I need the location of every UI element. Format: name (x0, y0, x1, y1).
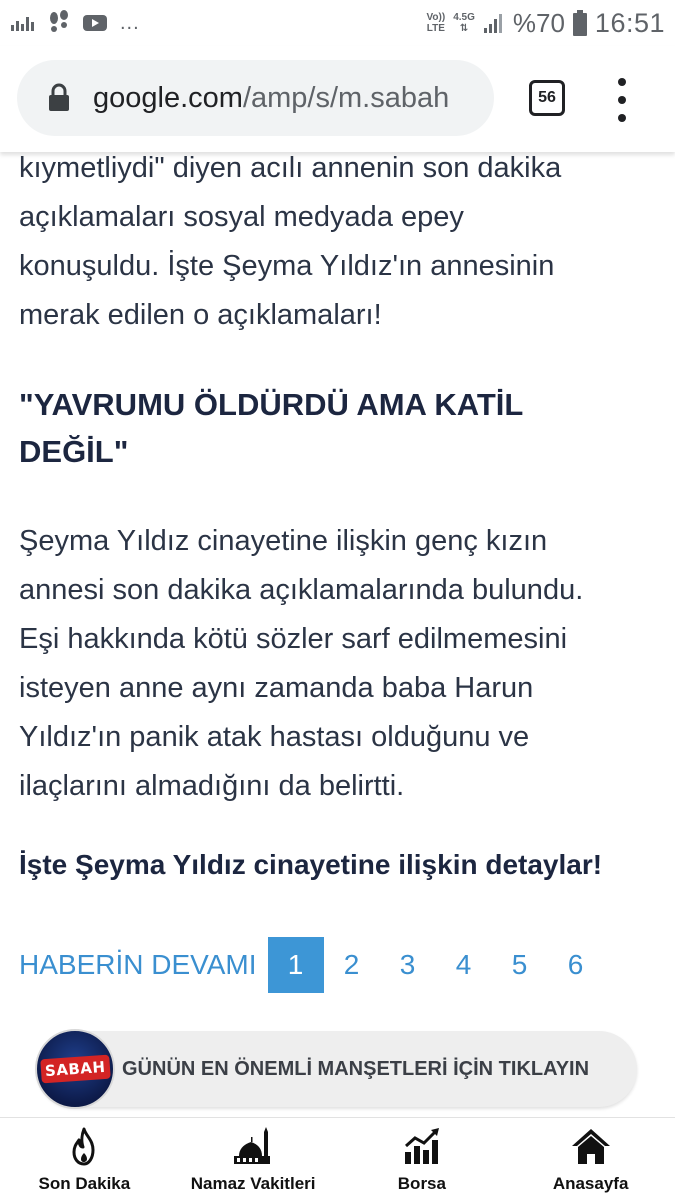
banner-text: GÜNÜN EN ÖNEMLİ MANŞETLERİ İÇİN TIKLAYIN (122, 1057, 590, 1080)
article-subheading (19, 381, 659, 475)
page-link-6[interactable]: 6 (567, 949, 584, 980)
home-icon (569, 1126, 613, 1168)
tab-switcher-button[interactable]: 56 (529, 80, 565, 116)
status-bar-right (426, 8, 665, 39)
article-details-callout: İşte Şeyma Yıldız cinayetine ilişkin detaylar! (19, 849, 603, 880)
page-link-4[interactable]: 4 (455, 949, 472, 980)
article-pagination (19, 937, 604, 993)
chart-icon (400, 1126, 444, 1168)
battery-percentage: %70 (512, 7, 565, 38)
lock-icon (47, 83, 71, 113)
sabah-logo (35, 1029, 115, 1109)
network-type-indicator (453, 12, 475, 34)
text-line: merak edilen o açıklamaları! (19, 299, 382, 331)
page-link-1-current[interactable]: 1 (268, 937, 324, 993)
page-link-2[interactable]: 2 (343, 949, 360, 980)
text-line: annesi son dakika açıklamalarında bulundu. (19, 574, 584, 606)
more-notifications-icon: ... (120, 11, 140, 34)
heading-line: DEĞİL" (19, 434, 129, 469)
text-line: kıymetliydi" diyen acılı annenin son dakika (19, 152, 562, 184)
article-content (19, 140, 659, 885)
nav-label: Son Dakika (38, 1174, 131, 1193)
page-link-3[interactable]: 3 (399, 949, 416, 980)
volte-text: Vo)) (426, 12, 446, 23)
pagination-label[interactable]: HABERİN DEVAMI (19, 949, 257, 980)
status-bar-left (10, 10, 140, 36)
bottom-navigation (0, 1117, 675, 1200)
volte-indicator (426, 12, 445, 34)
status-bar (0, 0, 675, 46)
page-link-5[interactable]: 5 (511, 949, 528, 980)
equalizer-icon (10, 13, 36, 33)
footsteps-icon (48, 10, 70, 36)
sabah-logo-text: SABAH (40, 1055, 110, 1084)
article-intro-paragraph (19, 144, 659, 340)
heading-line: "YAVRUMU ÖLDÜRDÜ AMA KATİL (19, 387, 524, 422)
signal-icon (483, 12, 505, 34)
nav-borsa[interactable] (338, 1118, 507, 1200)
article-body-paragraph (19, 517, 659, 811)
headlines-banner[interactable] (37, 1031, 637, 1107)
youtube-icon (82, 13, 108, 33)
nav-anasayfa[interactable] (506, 1118, 675, 1200)
text-line: Şeyma Yıldız cinayetine ilişkin genç kızın (19, 525, 548, 557)
data-arrows-icon: ⇅ (459, 23, 469, 34)
url-host: google.com (93, 81, 243, 114)
fire-icon (62, 1126, 106, 1168)
nav-label: Anasayfa (552, 1174, 629, 1193)
text-line: konuşuldu. İşte Şeyma Yıldız'ın annesinin (19, 250, 555, 282)
overflow-menu-icon[interactable] (612, 78, 632, 122)
mosque-icon (231, 1126, 275, 1168)
text-line: ilaçlarını almadığını da belirtti. (19, 770, 405, 802)
nav-namaz-vakitleri[interactable] (169, 1118, 338, 1200)
url-text[interactable] (93, 82, 449, 115)
lte-text: LTE (426, 23, 445, 34)
browser-toolbar (0, 46, 675, 152)
url-path: /amp/s/m.sabah (242, 81, 450, 114)
text-line: açıklamaları sosyal medyada epey (19, 201, 464, 233)
battery-icon (573, 10, 587, 36)
text-line: Yıldız'ın panik atak hastası olduğunu ve (19, 721, 530, 753)
nav-son-dakika[interactable] (0, 1118, 169, 1200)
clock: 16:51 (594, 7, 665, 38)
nav-label: Namaz Vakitleri (190, 1174, 316, 1193)
network-type-text: 4.5G (453, 12, 475, 23)
address-bar[interactable] (17, 60, 494, 136)
text-line: Eşi hakkında kötü sözler sarf edilmemesini (19, 623, 568, 655)
text-line: isteyen anne aynı zamanda baba Harun (19, 672, 534, 704)
nav-label: Borsa (397, 1174, 446, 1193)
